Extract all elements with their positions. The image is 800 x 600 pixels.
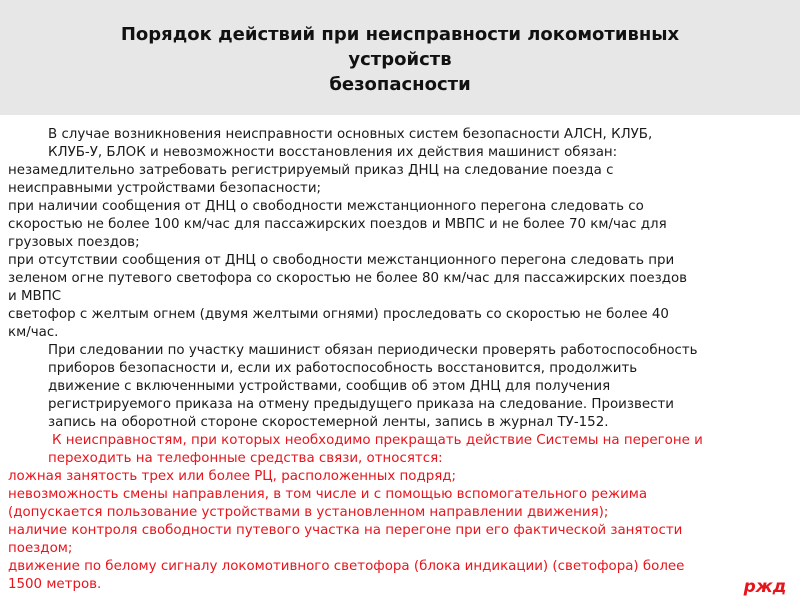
list-item (8, 162, 792, 198)
title-line: устройств (348, 49, 452, 70)
faults-intro-paragraph (8, 432, 792, 468)
fault-item (8, 486, 792, 522)
text-line: запись на оборотной стороне скоростемерной ленты, запись в журнал ТУ-152. (48, 415, 609, 430)
slide-body (8, 126, 792, 594)
text-line: неисправными устройствами безопасности; (8, 181, 322, 196)
text-line: 1500 метров. (8, 577, 102, 592)
list-item (8, 252, 792, 306)
text-line: светофор с желтым огнем (двумя желтыми огнями) проследовать со скоростью не более 40 (8, 307, 669, 322)
rzd-logo (740, 576, 790, 596)
title-line: безопасности (329, 74, 471, 95)
text-line: незамедлительно затребовать регистрируемый приказ ДНЦ на следование поезда с (8, 163, 614, 178)
text-line: ложная занятость трех или более РЦ, расположенных подряд; (8, 469, 457, 484)
text-line: зеленом огне путевого светофора со скоростью не более 80 км/час для пассажирских поездов (8, 271, 688, 286)
title-line: Порядок действий при неисправности локомотивных (120, 24, 680, 45)
text-line: регистрируемого приказа на отмену предыдущего приказа на следование. Произвести (48, 397, 674, 412)
intro-paragraph (8, 126, 792, 162)
text-line: грузовых поездов; (8, 235, 140, 250)
text-line: при наличии сообщения от ДНЦ о свободности межстанционного перегона следовать со (8, 199, 644, 214)
text-line: скоростью не более 100 км/час для пассажирских поездов и МВПС и не более 70 км/час для (8, 217, 667, 232)
text-line: переходить на телефонные средства связи, относятся: (48, 451, 443, 466)
list-item (8, 198, 792, 252)
text-line: В случае возникновения неисправности основных систем безопасности АЛСН, КЛУБ, (48, 127, 653, 142)
text-line: при отсутствии сообщения от ДНЦ о свободности межстанционного перегона следовать при (8, 253, 675, 268)
text-line: (допускается пользование устройствами в установленном направлении движения); (8, 505, 609, 520)
text-line: и МВПС (8, 289, 62, 304)
text-line: движение по белому сигналу локомотивного светофора (блока индикации) (светофора) более (8, 559, 685, 574)
text-line: К неисправностям, при которых необходимо прекращать действие Системы на перегоне и (52, 433, 703, 448)
text-line: невозможность смены направления, в том числе и с помощью вспомогательного режима (8, 487, 648, 502)
fault-item (8, 558, 792, 594)
text-line: км/час. (8, 325, 59, 340)
fault-item (8, 468, 792, 486)
text-line: движение с включенными устройствами, сообщив об этом ДНЦ для получения (48, 379, 611, 394)
rzd-logo-text: ржд (743, 577, 787, 596)
text-line: приборов безопасности и, если их работоспособность восстановится, продолжить (48, 361, 638, 376)
text-line: КЛУБ-У, БЛОК и невозможности восстановления их действия машинист обязан: (48, 145, 618, 160)
monitoring-paragraph (8, 342, 792, 432)
title-bar (0, 0, 800, 115)
rzd-logo-icon (740, 576, 790, 596)
text-line: При следовании по участку машинист обязан периодически проверять работоспособность (48, 343, 698, 358)
text-line: наличие контроля свободности путевого участка на перегоне при его фактической занятости (8, 523, 683, 538)
text-line: поездом; (8, 541, 73, 556)
page-title (0, 22, 800, 97)
list-item (8, 306, 792, 342)
fault-item (8, 522, 792, 558)
